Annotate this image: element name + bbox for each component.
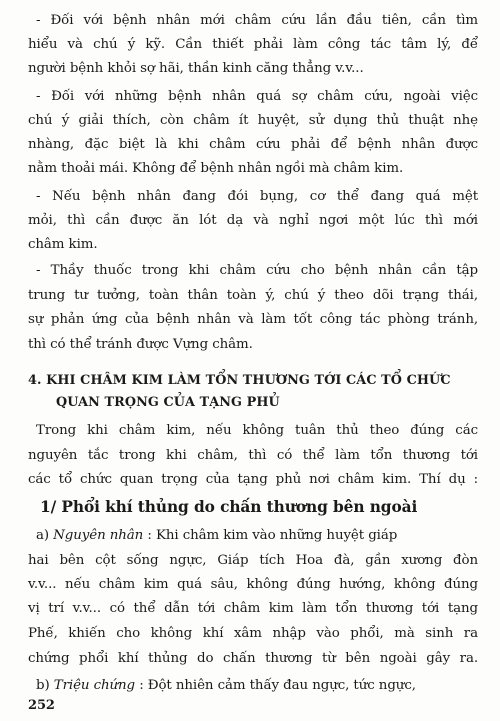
text-line: - Đối với bệnh nhân mới châm cứu lần đầu tiên, cần tìm [36, 13, 478, 28]
text-line: hai bên cột sống ngực, Giáp tích Hoa đà, gần xương đòn [28, 553, 478, 568]
text-line: - Thầy thuốc trong khi châm cứu cho bệnh nhân cần tập [36, 263, 478, 278]
text-line: a) Nguyên nhân : Khi châm kim vào những huyệt giáp [36, 528, 398, 543]
term-italic: Triệu chứng [53, 678, 136, 693]
text-line: hiểu và chú ý kỹ. Cần thiết phải làm công tác tâm lý, để [28, 37, 478, 52]
text-line: chứng phổi khí thủng do chấn thương từ bên ngoài gây ra. [28, 651, 478, 666]
text-line: b) Triệu chứng : Đột nhiên cảm thấy đau ngực, tức ngực, [36, 678, 416, 693]
text-line: người bệnh khỏi sợ hãi, thần kinh căng thẳng v.v... [28, 61, 364, 76]
text-line: - Đối với những bệnh nhân quá sợ châm cứu, ngoài việc [36, 89, 478, 104]
text-line: nguyên tắc trong khi châm, thì có thể làm tổn thương tới [28, 448, 478, 463]
text-line: thì có thể tránh được Vựng châm. [28, 337, 253, 352]
text-line: vị trí v.v... có thể dẫn tới châm kim làm tổn thương tới tạng [28, 601, 478, 616]
text-line: nhàng, đặc biệt là khi châm cứu phải để bệnh nhân được [28, 137, 478, 152]
text-line: châm kim. [28, 237, 98, 252]
text-line: chú ý giải thích, còn châm ít huyệt, sử dụng thủ thuật nhẹ [28, 113, 478, 128]
section-heading: 4. KHI CHÂM KIM LÀM TỔN THƯƠNG TỚI CÁC TỔ CHỨC [28, 373, 451, 388]
section-heading-cont: QUAN TRỌNG CỦA TẠNG PHỦ [56, 395, 280, 410]
text-line: nằm thoải mái. Không để bệnh nhân ngồi mà châm kim. [28, 161, 404, 176]
text-line: mỏi, thì cần được ăn lót dạ và nghỉ ngơi một lúc thì mới [28, 213, 478, 228]
text-line: sự phản ứng của bệnh nhân và làm tốt công tác phòng tránh, [28, 312, 478, 327]
term-italic: Nguyên nhân [53, 528, 144, 543]
text-line: - Nếu bệnh nhân đang đói bụng, cơ thể đang quá mệt [36, 189, 478, 204]
subsection-heading: 1/ Phổi khí thủng do chấn thương bên ngoài [40, 498, 418, 516]
text-line: v.v... nếu châm kim quá sâu, không đúng hướng, không đúng [28, 577, 478, 592]
page-number: 252 [28, 698, 55, 713]
text-line: trung tư tưởng, toàn thân toàn ý, chú ý theo dõi trạng thái, [28, 288, 478, 303]
text-line: Trong khi châm kim, nếu không tuân thủ theo đúng các [36, 423, 478, 438]
text-line: các tổ chức quan trọng của tạng phủ nơi châm kim. Thí dụ : [28, 472, 478, 487]
text-line: Phế, khiến cho không khí xâm nhập vào phổi, mà sinh ra [28, 626, 478, 641]
